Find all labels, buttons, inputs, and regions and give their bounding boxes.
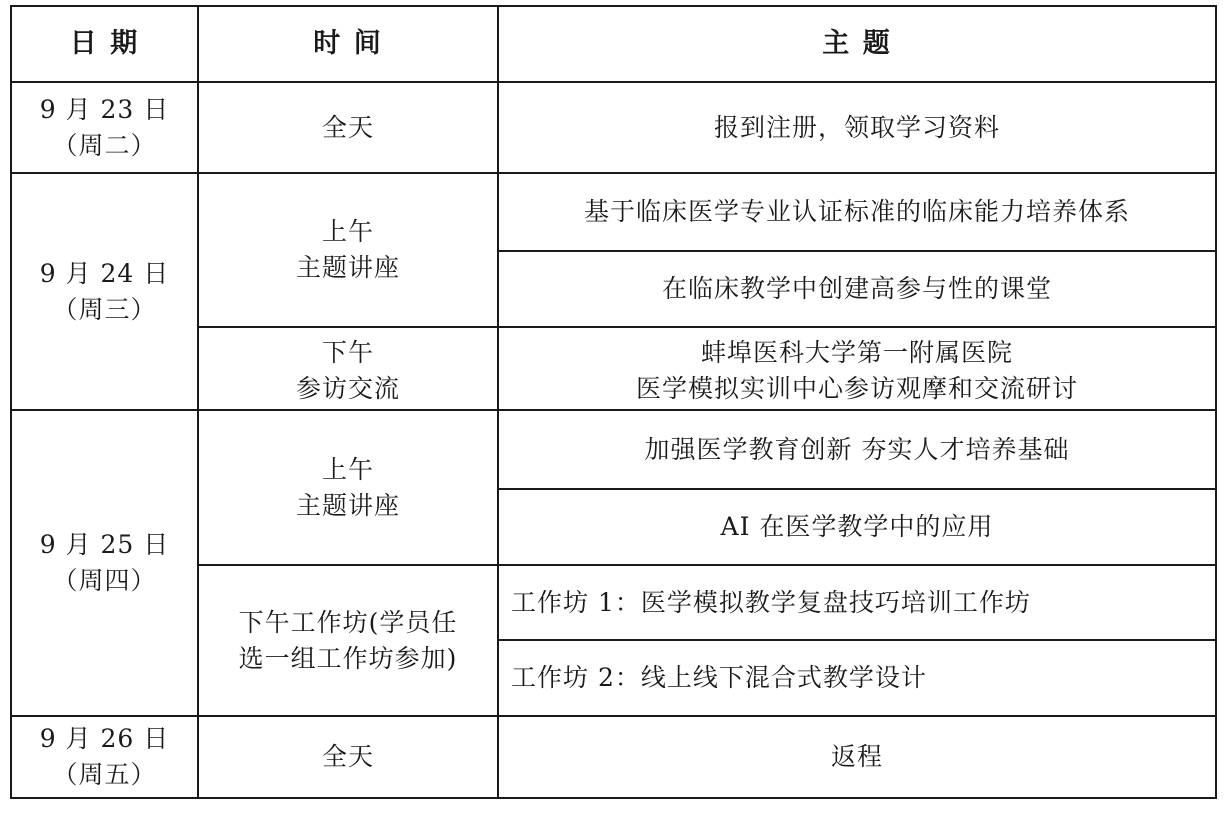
header-date: 日 期	[11, 6, 198, 82]
table-row	[11, 716, 1216, 798]
header-row	[11, 6, 1216, 82]
topic-label: 蚌埠医科大学第一附属医院	[700, 338, 1013, 367]
date-label: 9 月 25 日	[39, 530, 170, 559]
table-row	[11, 173, 1216, 251]
date-label: 9 月 23 日	[39, 94, 170, 124]
weekday-label: （周五）	[52, 760, 157, 789]
time-label: 下午工作坊(学员任	[238, 607, 458, 637]
time-cell: 全天	[198, 716, 498, 798]
date-label: 9 月 24 日	[39, 258, 170, 288]
topic-cell: 报到注册，领取学习资料	[498, 82, 1216, 173]
date-cell	[11, 82, 198, 173]
weekday-label: （周二）	[52, 130, 157, 160]
weekday-label: （周三）	[52, 294, 157, 324]
topic-cell: 基于临床医学专业认证标准的临床能力培养体系	[498, 173, 1216, 251]
time-cell: 全天	[198, 82, 498, 173]
topic-cell: 在临床教学中创建高参与性的课堂	[498, 251, 1216, 327]
time-label: 选一组工作坊参加)	[238, 643, 458, 673]
topic-cell: 加强医学教育创新 夯实人才培养基础	[498, 410, 1216, 489]
topic-cell: 工作坊 2：线上线下混合式教学设计	[498, 640, 1216, 716]
weekday-label: （周四）	[52, 566, 157, 595]
time-label: 上午	[321, 454, 374, 484]
time-label: 主题讲座	[295, 490, 400, 520]
time-label: 参访交流	[295, 374, 400, 403]
time-label: 上午	[321, 217, 374, 246]
date-cell	[11, 410, 198, 716]
date-cell	[11, 716, 198, 798]
time-cell	[198, 410, 498, 565]
header-time: 时 间	[198, 6, 498, 82]
topic-label: 医学模拟实训中心参访观摩和交流研讨	[635, 374, 1078, 403]
time-label: 下午	[321, 338, 374, 367]
time-cell	[198, 327, 498, 410]
header-topic: 主 题	[498, 6, 1216, 82]
time-cell	[198, 565, 498, 716]
topic-cell: 返程	[498, 716, 1216, 798]
time-cell	[198, 173, 498, 327]
table-row	[11, 82, 1216, 173]
date-cell	[11, 173, 198, 410]
schedule-table	[10, 5, 1217, 799]
time-label: 主题讲座	[295, 253, 400, 282]
date-label: 9 月 26 日	[39, 724, 170, 753]
topic-cell: 工作坊 1：医学模拟教学复盘技巧培训工作坊	[498, 565, 1216, 640]
topic-cell: AI 在医学教学中的应用	[498, 489, 1216, 565]
table-row	[11, 410, 1216, 489]
topic-cell	[498, 327, 1216, 410]
